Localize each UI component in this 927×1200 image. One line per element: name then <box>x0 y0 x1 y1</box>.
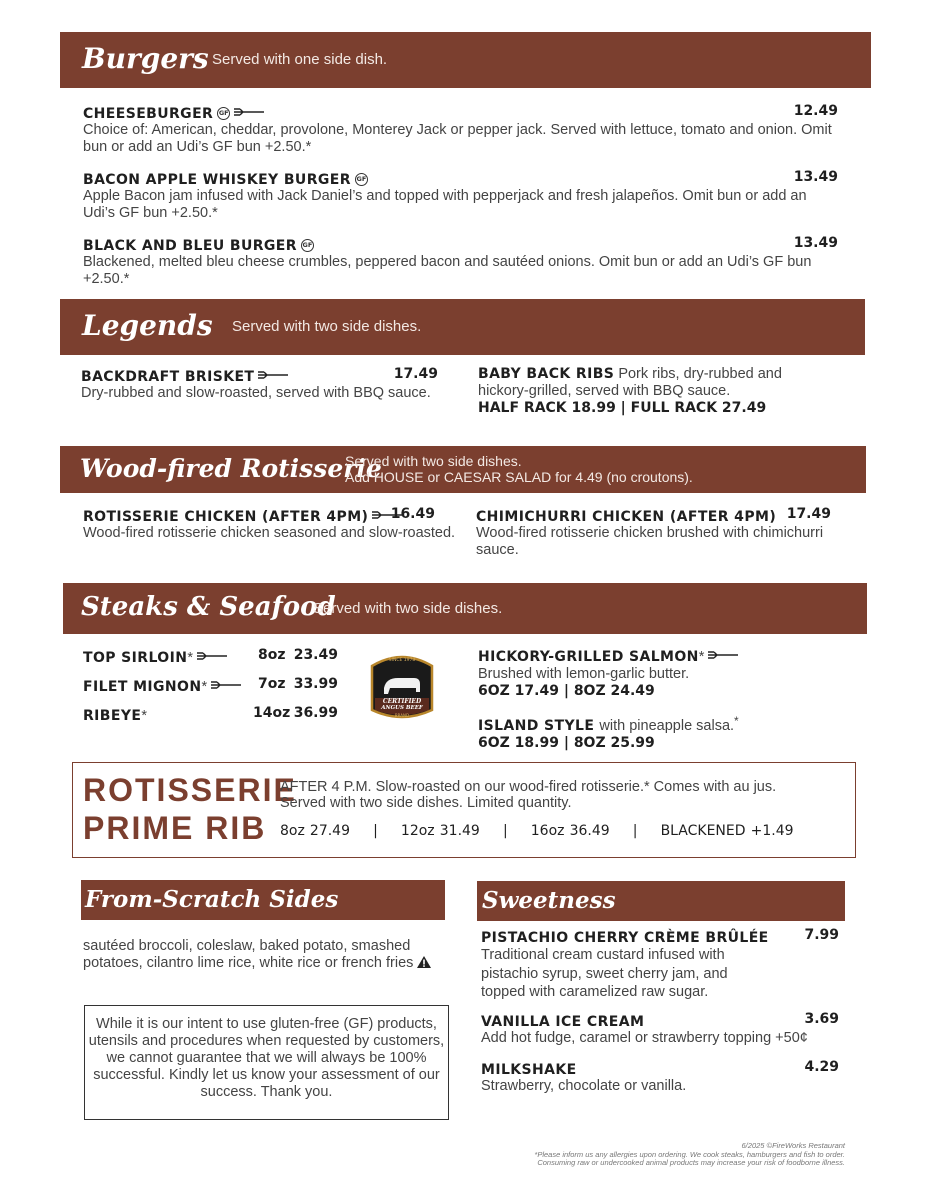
notice-line: we cannot guarantee that we will always be 100% <box>106 1050 427 1066</box>
item-name: TOP SIRLOIN <box>83 650 188 666</box>
desc-line: Wood-fired rotisserie chicken brushed with chimichurri <box>476 525 824 541</box>
fork-icon <box>197 652 227 660</box>
item-name: BLACK AND BLEU BURGER <box>83 238 297 254</box>
gluten-free-notice <box>84 1005 449 1120</box>
fork-icon <box>234 108 264 116</box>
item-description <box>478 366 798 400</box>
item-price: 6OZ 17.49 | 8OZ 24.49 <box>478 683 655 699</box>
item-description: Dry-rubbed and slow-roasted, served with BBQ sauce. <box>81 385 431 401</box>
footer-date: 6/2025 ©FireWorks Restaurant <box>741 1141 845 1150</box>
notice-line: While it is our intent to use gluten-free (GF) products, <box>96 1016 437 1032</box>
prime-rib-options: 8oz 27.49 | 12oz 31.49 | 16oz 36.49 | BLACKENED +1.49 <box>280 823 794 839</box>
footer-line: Consuming raw or undercooked animal products may increase your risk of foodborne illness. <box>537 1158 845 1167</box>
item-price: 13.49 <box>793 169 838 185</box>
item-price: 36.99 <box>293 705 338 721</box>
prime-rib-box <box>72 762 856 858</box>
menu-item-black-and-bleu-burger <box>83 235 838 288</box>
item-size: 14oz <box>253 705 291 721</box>
notice-line: success. Thank you. <box>200 1084 333 1100</box>
item-description <box>83 254 863 288</box>
legends-header <box>60 299 865 355</box>
menu-item-cheeseburger <box>83 103 838 156</box>
notice-line: utensils and procedures when requested by customers, <box>88 1033 445 1049</box>
option-price: +1.49 <box>750 823 794 839</box>
item-size: 7oz <box>258 676 286 692</box>
menu-item-milkshake <box>481 1059 839 1095</box>
option-price: 36.49 <box>569 823 610 839</box>
menu-item-baby-back-ribs <box>478 366 798 416</box>
option-size: BLACKENED <box>660 823 746 839</box>
item-price: 3.69 <box>804 1011 839 1027</box>
sweetness-title: Sweetness <box>482 887 616 914</box>
burgers-title: Burgers <box>82 42 209 75</box>
footer-line: *Please inform us any allergies upon ordering. We cook steaks, hamburgers and fish to order. <box>534 1149 845 1159</box>
item-description <box>476 525 831 559</box>
menu-item-vanilla-ice-cream <box>481 1011 839 1047</box>
item-name: VANILLA ICE CREAM <box>481 1014 645 1030</box>
item-name: FILET MIGNON <box>83 679 202 695</box>
item-price: 12.49 <box>793 103 838 119</box>
menu-item-island-style: ISLAND STYLE with pineapple salsa.* 6OZ 18.99 | 8OZ 25.99 <box>478 713 838 751</box>
gluten-free-icon: GF <box>217 107 230 120</box>
sides-list <box>83 938 443 972</box>
item-description: Add hot fudge, caramel or strawberry topping +50¢ <box>481 1030 808 1046</box>
item-description: Brushed with lemon-garlic butter. <box>478 666 690 682</box>
item-size: 8oz <box>258 647 286 663</box>
steaks-title: Steaks & Seafood <box>81 592 336 622</box>
item-name: BACKDRAFT BRISKET <box>81 369 255 385</box>
item-price: 17.49 <box>393 366 438 382</box>
desc-line: Choice of: American, cheddar, provolone, Monterey Jack or pepper jack. Served with lettuce, tomato and onion. Omit <box>83 122 832 138</box>
logo-text-top: SINCE 1978 <box>388 658 416 663</box>
item-price: 33.99 <box>293 676 338 692</box>
option-size: 16oz <box>530 823 565 839</box>
sides-header <box>81 880 445 920</box>
steak-row-filet-mignon: FILET MIGNON* 7oz 33.99 <box>83 676 338 695</box>
desc-line: sauce. <box>476 542 519 558</box>
logo-text-line1: CERTIFIED <box>382 698 422 705</box>
menu-item-chimichurri-chicken <box>476 506 831 559</box>
menu-item-bacon-apple-whiskey-burger <box>83 169 838 222</box>
steaks-subtitle: Served with two side dishes. <box>313 600 503 617</box>
prime-rib-title-2: PRIME RIB <box>83 810 267 846</box>
logo-text-line2: ANGUS BEEF <box>381 705 423 711</box>
item-price: 23.49 <box>293 647 338 663</box>
desc-line: +2.50.* <box>83 271 130 287</box>
prime-rib-desc-2: Served with two side dishes. Limited quantity. <box>280 795 572 811</box>
rotisserie-subtitle-1: Served with two side dishes. <box>345 453 522 469</box>
sides-line: potatoes, cilantro lime rice, white rice or french fries <box>83 955 414 971</box>
item-name: CHIMICHURRI CHICKEN (AFTER 4PM) <box>476 509 777 525</box>
sides-line: sautéed broccoli, coleslaw, baked potato, smashed <box>83 938 411 954</box>
item-name: CHEESEBURGER <box>83 106 214 122</box>
burgers-header <box>60 32 871 88</box>
steak-row-ribeye: RIBEYE* 14oz 36.99 <box>83 705 338 724</box>
menu-item-rotisserie-chicken <box>83 506 456 542</box>
item-description <box>83 122 863 156</box>
option-size: 8oz <box>280 823 305 839</box>
item-price: 16.49 <box>390 506 435 522</box>
sides-title: From-Scratch Sides <box>85 886 339 913</box>
rotisserie-header <box>60 446 866 493</box>
desc-line: Pork ribs, dry-rubbed and <box>618 366 782 382</box>
option-price: 31.49 <box>439 823 480 839</box>
item-name: PISTACHIO CHERRY CRÈME BRÛLÉE <box>481 930 769 946</box>
item-price: 4.29 <box>804 1059 839 1075</box>
steak-row-top-sirloin: TOP SIRLOIN* 8oz 23.49 <box>83 647 338 666</box>
item-name: ISLAND STYLE <box>478 718 595 734</box>
gluten-free-icon: GF <box>301 239 314 252</box>
gluten-free-icon: GF <box>355 173 368 186</box>
item-price: 17.49 <box>786 506 831 522</box>
option-price: 27.49 <box>309 823 351 839</box>
fork-icon <box>258 371 288 379</box>
notice-line: successful. Kindly let us know your assessment of our <box>93 1067 440 1083</box>
desc-line: Traditional cream custard infused with <box>481 947 725 963</box>
desc-line: topped with caramelized raw sugar. <box>481 984 709 1000</box>
sweetness-header <box>477 881 845 921</box>
item-name: ROTISSERIE CHICKEN (AFTER 4PM) <box>83 509 369 525</box>
logo-text-bottom: BRAND <box>394 713 410 718</box>
item-price: 6OZ 18.99 | 8OZ 25.99 <box>478 735 655 751</box>
legends-title: Legends <box>82 309 213 342</box>
menu-item-backdraft-brisket <box>81 366 438 402</box>
item-name: BABY BACK RIBS <box>478 366 615 382</box>
burgers-subtitle: Served with one side dish. <box>212 51 388 68</box>
item-description: Wood-fired rotisserie chicken seasoned and slow-roasted. <box>83 525 456 541</box>
rotisserie-subtitle-2: Add HOUSE or CAESAR SALAD for 4.49 (no croutons). <box>345 469 693 485</box>
certified-angus-beef-logo <box>368 652 436 722</box>
item-name: BACON APPLE WHISKEY BURGER <box>83 172 351 188</box>
footer-notes <box>425 1142 845 1168</box>
option-size: 12oz <box>400 823 435 839</box>
desc-line: bun or add an Udi’s GF bun +2.50.* <box>83 139 312 155</box>
item-description <box>481 946 839 1002</box>
item-name: RIBEYE <box>83 708 142 724</box>
item-name: MILKSHAKE <box>481 1062 577 1078</box>
desc-line: pistachio syrup, sweet cherry jam, and <box>481 965 728 982</box>
fork-icon <box>211 681 241 689</box>
menu-item-pistachio-creme-brulee <box>481 927 839 1002</box>
warning-icon <box>417 956 431 968</box>
steaks-header <box>63 583 867 634</box>
prime-rib-desc-1: AFTER 4 P.M. Slow-roasted on our wood-fired rotisserie.* Comes with au jus. <box>280 779 777 795</box>
legends-subtitle: Served with two side dishes. <box>232 318 422 335</box>
rotisserie-title: Wood-fired Rotisserie <box>80 454 382 483</box>
desc-line: Blackened, melted bleu cheese crumbles, peppered bacon and sautéed onions. Omit bun or add an Udi’s GF bun <box>83 254 812 270</box>
desc-line: hickory-grilled, served with BBQ sauce. <box>478 383 731 399</box>
prime-rib-title-1: ROTISSERIE <box>83 772 297 808</box>
item-description: with pineapple salsa. <box>599 718 735 734</box>
desc-line: Apple Bacon jam infused with Jack Daniel’s and topped with pepperjack and fresh jalapeños. Omit bun or add an <box>83 188 807 204</box>
item-price: 7.99 <box>804 927 839 943</box>
menu-item-hickory-grilled-salmon: HICKORY-GRILLED SALMON* Brushed with lemon-garlic butter. 6OZ 17.49 | 8OZ 24.49 <box>478 646 838 699</box>
item-price: HALF RACK 18.99 | FULL RACK 27.49 <box>478 400 767 416</box>
fork-icon <box>708 651 738 659</box>
item-description: Strawberry, chocolate or vanilla. <box>481 1078 687 1094</box>
item-description <box>83 188 863 222</box>
item-price: 13.49 <box>793 235 838 251</box>
desc-line: Udi’s GF bun +2.50.* <box>83 205 218 221</box>
item-name: HICKORY-GRILLED SALMON <box>478 649 699 665</box>
